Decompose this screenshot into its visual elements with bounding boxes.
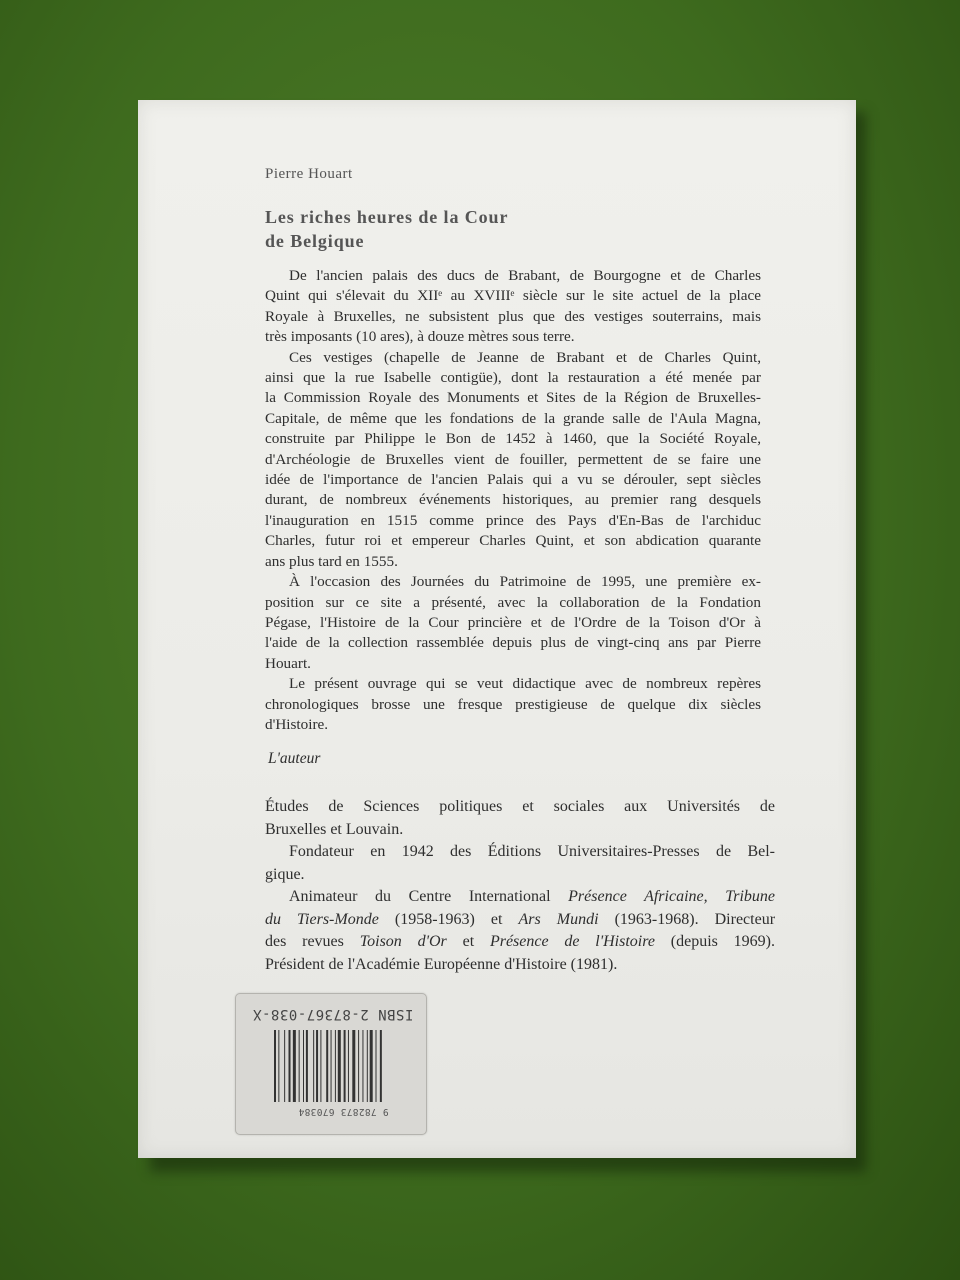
book-title-line: de Belgique (265, 231, 365, 251)
barcode-bar (331, 1030, 332, 1102)
bio-text: (1963-1968). Directeur (598, 910, 776, 928)
bio-text: (1958-1963) et (378, 910, 519, 928)
barcode-bar (306, 1030, 308, 1102)
book-title-line: Les riches heures de la Cour (265, 207, 509, 227)
barcode-bar (348, 1030, 349, 1102)
barcode-digits: 9 782873 670384 (298, 1106, 389, 1117)
barcode-bar (338, 1030, 341, 1102)
summary-line: Le présent ouvrage qui se veut didactique avec de nombreux repères (289, 675, 761, 693)
summary-line: Capitale, de même que les fondations de la grande salle de l'Aula Magna, (265, 409, 761, 427)
barcode-bar (313, 1030, 314, 1102)
bio-italic-title: du Tiers-Monde (265, 910, 379, 928)
bio-italic-title: Présence Africaine, Tribune (568, 888, 775, 905)
summary-line: Royale à Bruxelles, ne subsistent plus que des vestiges souterrains, mais (265, 307, 761, 325)
barcode-icon (272, 1030, 418, 1102)
summary-text (265, 266, 761, 735)
author-section-label: L'auteur (268, 750, 321, 767)
barcode-bar (362, 1030, 363, 1102)
barcode-bar (352, 1030, 355, 1102)
book-title (265, 205, 508, 253)
summary-line: la Commission Royale des Monuments et Sites de la Région de Bruxelles- (265, 389, 761, 407)
barcode-bar (320, 1030, 321, 1102)
summary-line: d'Histoire. (265, 715, 329, 733)
summary-line: De l'ancien palais des ducs de Brabant, de Bourgogne et de Charles (289, 267, 761, 284)
summary-line: chronologiques brosse une fresque prestigieuse de quelque dix siècles (265, 695, 761, 713)
author-bio (265, 796, 775, 976)
bio-text: Animateur du Centre International (289, 888, 569, 905)
bio-line (265, 909, 775, 932)
summary-line: durant, de nombreux événements historiques, au premier rang desquels (265, 491, 761, 509)
summary-line: Ces vestiges (chapelle de Jeanne de Brabant et de Charles Quint, (289, 348, 761, 366)
barcode-bar (316, 1030, 318, 1102)
summary-line: Houart. (265, 654, 311, 672)
barcode-bar (376, 1030, 377, 1102)
barcode-bar (293, 1030, 296, 1102)
summary-line: très imposants (10 ares), à douze mètres sous terre. (265, 328, 575, 346)
bio-line (265, 886, 775, 909)
bio-line: Président de l'Académie Européenne d'Histoire (1981). (265, 955, 618, 973)
barcode-bar (303, 1030, 304, 1102)
barcode-bar (380, 1030, 382, 1102)
summary-line: À l'occasion des Journées du Patrimoine de 1995, une première ex- (289, 573, 761, 591)
barcode-bar (274, 1030, 276, 1102)
summary-line: position sur ce site a présenté, avec la collaboration de la Fondation (265, 593, 761, 611)
bio-italic-title: Ars Mundi (518, 910, 599, 928)
isbn-barcode-sticker (235, 993, 427, 1135)
summary-line: l'aide de la collection rassemblée depuis plus de vingt-cinq ans par Pierre (265, 634, 761, 652)
barcode-bar (367, 1030, 368, 1102)
bio-line: Bruxelles et Louvain. (265, 820, 404, 838)
barcode-bar (278, 1030, 279, 1102)
bio-italic-title: Présence de l'Histoire (489, 933, 655, 950)
summary-line: ainsi que la rue Isabelle contigüe), dont la restauration a été menée par (265, 369, 761, 387)
barcode-bar (335, 1030, 336, 1102)
bio-line (265, 931, 775, 954)
summary-line: d'Archéologie de Bruxelles vient de fouiller, permettent de se faire une (265, 450, 761, 468)
summary-line: Pégase, l'Histoire de la Cour princière et de l'Ordre de la Toison d'Or à (265, 613, 761, 631)
summary-line: Quint qui s'élevait du XIIᵉ au XVIIIᵉ siècle sur le site actuel de la place (265, 287, 761, 305)
author-name: Pierre Houart (265, 166, 353, 182)
bio-italic-title: Toison d'Or (359, 933, 447, 950)
summary-line: idée de l'importance de l'ancien Palais qui a vu se dérouler, sept siècles (265, 471, 761, 489)
book-back-cover (138, 100, 856, 1158)
summary-line: Charles, futur roi et empereur Charles Quint, et son abdication quarante (265, 532, 761, 550)
barcode-bar (284, 1030, 285, 1102)
bio-text: des revues (265, 933, 360, 950)
bio-text: et (446, 933, 490, 950)
bio-line: gique. (265, 865, 305, 883)
barcode-bar (344, 1030, 346, 1102)
bio-text: (depuis 1969). (654, 933, 776, 950)
summary-line: l'inauguration en 1515 comme prince des Pays d'En-Bas de l'archiduc (265, 511, 761, 529)
barcode-bar (370, 1030, 373, 1102)
barcode-bar (289, 1030, 291, 1102)
barcode-bar (299, 1030, 300, 1102)
isbn-number: ISBN 2-87367-038-X (252, 1006, 414, 1022)
bio-line: Fondateur en 1942 des Éditions Universitaires-Presses de Bel- (289, 843, 775, 860)
summary-line: ans plus tard en 1555. (265, 552, 398, 570)
barcode-bar (358, 1030, 359, 1102)
barcode-bar (326, 1030, 328, 1102)
bio-line: Études de Sciences politiques et sociales aux Universités de (265, 798, 775, 815)
summary-line: construite par Philippe le Bon de 1452 à 1460, que la Société Royale, (265, 430, 761, 448)
